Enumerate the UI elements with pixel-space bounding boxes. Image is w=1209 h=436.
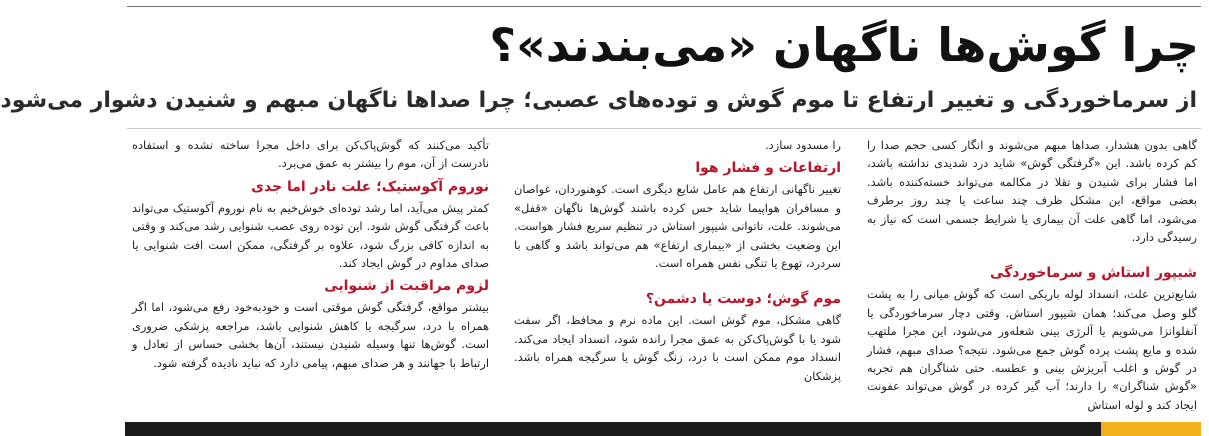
paragraph: را مسدود سازد. [765,138,841,152]
divider [127,128,1201,129]
paragraph: گاهی مشکل، موم گوش است. این ماده نرم و محافظ، اگر سفت شود یا با گوش‌پاک‌کن به عمق مجرا رانده شود، انسداد ایجاد می‌کند. انسداد موم ممکن است با درد، زنگ گوش یا سرگیجه همراه باشد. پزشکان [514,313,841,383]
top-rule [127,6,1201,7]
section-heading: نوروم آکوستیک؛ علت نادر اما جدی [251,178,489,195]
footer-bar [125,422,1201,436]
paragraph: بیشتر مواقع، گرفتگی گوش موقتی است و خودبه‌خود رفع می‌شود، اما اگر همراه با درد، سرگیجه یا کاهش شنوایی باشد، مراجعه پزشکی ضروری است. گوش‌ها تنها وسیله شنیدن نیستند، آن‌ها بخشی حساس از تعادل و ارتباط با جهانند و هر صدای مبهم، پیامی دارد که نباید نادیده گرفته شود. [132,300,489,370]
subtitle: از سرماخوردگی و تغییر ارتفاع تا موم گوش و توده‌های عصبی؛ چرا صداها ناگهان مبهم و شنیدن دشوار می‌شود [0,88,1197,113]
footer-bar-dark [125,422,1101,436]
section-heading: ارتفاعات و فشار هوا [695,160,841,177]
section-heading: شیپور استاش و سرماخوردگی [989,265,1197,282]
paragraph: گاهی بدون هشدار، صداها مبهم می‌شوند و انگار کسی حجم صدا را کم کرده باشد. این «گرفتگی گوش» شاید درد شدیدی نداشته باشد، اما فشار برای شنیدن و تقلا در مکالمه می‌تواند خسته‌کننده باشد. بعضی مواقع، این مشکل ظرف چند ساعت یا چند روز برطرف می‌شود، اما گاهی علت آن بیماری یا شرایط جسمی است که نیاز به رسیدگی دارد. [867,138,1197,245]
column-1 [867,136,1197,420]
headline: چرا گوش‌ها ناگهان «می‌بندند»؟ [489,18,1199,72]
paragraph: تغییر ناگهانی ارتفاع هم عامل شایع دیگری است. کوهنوردان، غواصان و مسافران هواپیما شاید حس کرده باشند گوش‌ها ناگهان «قفل» می‌شوند. علت، ناتوانی شیپور استاش در تنظیم سریع فشار هواست. این وضعیت بخشی از «بیماری ارتفاع» هم می‌تواند باشد و گاهی با سردرد، تهوع یا تنگی نفس همراه است. [514,182,841,271]
column-2 [514,136,841,420]
footer-bar-accent [1101,422,1201,436]
section-heading: موم گوش؛ دوست یا دشمن؟ [645,291,841,308]
paragraph: کمتر پیش می‌آید، اما رشد توده‌ای خوش‌خیم به نام نوروم آکوستیک می‌تواند باعث گرفتگی گوش شود. این توده روی عصب شنوایی رشد می‌کند و وقتی به اندازه کافی بزرگ شود، علاوه بر گرفتگی، ممکن است افت شنوایی یا صدای مداوم در گوش ایجاد کند. [132,200,489,271]
paragraph: شایع‌ترین علت، انسداد لوله باریکی است که گوش میانی را به پشت گلو وصل می‌کند؛ همان شیپور استاش. وقتی دچار سرماخوردگی یا آنفلوانزا می‌شویم یا آلرژی بینی شعله‌ور می‌شود، این مجرا ملتهب شده و مایع پشت پرده گوش جمع می‌شود. نتیجه؟ صدای مبهم، فشار در گوش و اغلب آبریزش بینی و عطسه. حتی شناگران هم تجربه «گوش شناگران» را دارند؛ آب گیر کرده در گوش می‌تواند عفونت ایجاد کند و لوله استاش [867,287,1197,412]
paragraph: تأکید می‌کنند که گوش‌پاک‌کن برای داخل مجرا ساخته نشده و استفاده نادرست از آن، موم را بیشتر به عمق می‌برد. [132,138,489,171]
section-heading: لزوم مراقبت از شنوایی [324,278,489,295]
column-3 [132,136,489,420]
